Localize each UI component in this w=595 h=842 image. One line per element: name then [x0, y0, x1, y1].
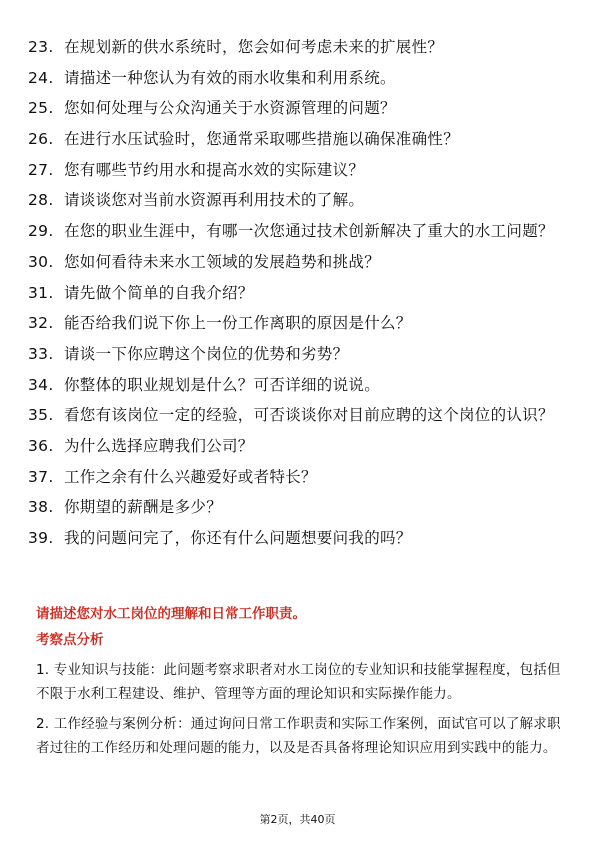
question-text: 在您的职业生涯中，有哪一次您通过技术创新解决了重大的水工问题？	[64, 222, 554, 241]
question-number: 26.	[28, 130, 54, 149]
question-text: 在进行水压试验时，您通常采取哪些措施以确保准确性？	[64, 130, 460, 149]
question-text: 您如何处理与公众沟通关于水资源管理的问题？	[64, 99, 396, 118]
question-item	[28, 189, 573, 211]
question-item	[28, 343, 573, 365]
analysis-point: 2. 工作经验与案例分析：通过询问日常工作职责和实际工作案例，面试官可以了解求职者过往的工作经历和处理问题的能力，以及是否具备将理论知识应用到实践中的能力。	[36, 716, 561, 756]
page-footer	[0, 811, 595, 827]
question-number: 24.	[28, 68, 54, 87]
question-number: 32.	[28, 314, 54, 333]
question-number: 25.	[28, 99, 54, 118]
question-number: 31.	[28, 283, 54, 302]
question-number: 38.	[28, 498, 54, 517]
question-item	[28, 220, 573, 242]
question-number: 36.	[28, 436, 54, 455]
question-text: 请先做个简单的自我介绍？	[64, 283, 254, 302]
question-number: 34.	[28, 375, 54, 394]
question-text: 请描述一种您认为有效的雨水收集和利用系统。	[64, 68, 396, 87]
question-item	[28, 466, 573, 488]
analysis-heading: 考察点分析	[36, 632, 104, 648]
question-item	[28, 159, 573, 181]
question-list	[28, 36, 573, 558]
answer-section	[36, 604, 566, 766]
question-item	[28, 496, 573, 518]
question-text: 我的问题问完了，你还有什么问题想要问我的吗？	[64, 529, 412, 547]
question-item	[28, 128, 573, 150]
question-text: 你整体的职业规划是什么？可否详细的说说。	[64, 375, 381, 394]
question-item	[28, 374, 573, 396]
question-number: 35.	[28, 406, 54, 425]
question-text: 工作之余有什么兴趣爱好或者特长？	[64, 467, 317, 486]
answer-question-heading: 请描述您对水工岗位的理解和日常工作职责。	[36, 606, 306, 622]
question-text: 在规划新的供水系统时，您会如何考虑未来的扩展性？	[64, 38, 444, 56]
analysis-point: 1. 专业知识与技能：此问题考察求职者对水工岗位的专业知识和技能掌握程度，包括但不限于水利工程建设、维护、管理等方面的理论知识和实际操作能力。	[36, 662, 561, 702]
question-number: 37.	[28, 467, 54, 486]
question-item	[28, 527, 573, 549]
question-item	[28, 404, 573, 426]
question-text: 您有哪些节约用水和提高水效的实际建议？	[64, 160, 365, 179]
question-number: 30.	[28, 252, 54, 271]
question-text: 能否给我们说下你上一份工作离职的原因是什么？	[64, 314, 412, 333]
question-item	[28, 36, 573, 58]
question-item	[28, 435, 573, 457]
question-item	[28, 251, 573, 273]
question-number: 29.	[28, 222, 54, 241]
question-number: 27.	[28, 160, 54, 179]
question-text: 请谈谈您对当前水资源再利用技术的了解。	[64, 191, 365, 210]
question-text: 为什么选择应聘我们公司？	[64, 436, 254, 455]
question-item	[28, 312, 573, 334]
question-item	[28, 97, 573, 119]
question-text: 你期望的薪酬是多少？	[64, 498, 223, 517]
question-text: 看您有该岗位一定的经验，可否谈谈你对目前应聘的这个岗位的认识？	[64, 406, 554, 425]
question-number: 28.	[28, 191, 54, 210]
question-text: 您如何看待未来水工领域的发展趋势和挑战？	[64, 252, 381, 271]
question-number: 39.	[28, 529, 54, 547]
page-number: 第2页，共40页	[259, 813, 336, 826]
question-number: 23.	[28, 38, 54, 56]
question-number: 33.	[28, 344, 54, 363]
question-text: 请谈一下你应聘这个岗位的优势和劣势？	[64, 344, 349, 363]
question-item	[28, 67, 573, 89]
question-item	[28, 282, 573, 304]
